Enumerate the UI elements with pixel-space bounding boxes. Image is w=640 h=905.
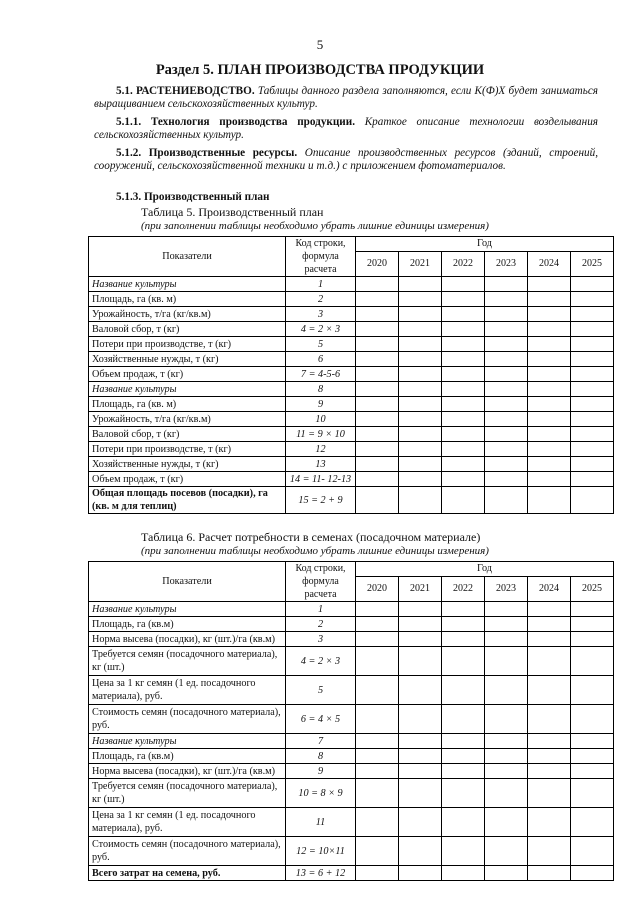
value-cell[interactable] (485, 367, 528, 382)
value-cell[interactable] (356, 808, 399, 837)
seed-requirement-table (88, 561, 614, 881)
indicator-cell: Всего затрат на семена, руб. (89, 866, 286, 881)
value-cell[interactable] (571, 412, 614, 427)
value-cell[interactable] (528, 277, 571, 292)
code-cell: 13 (286, 457, 356, 472)
value-cell[interactable] (356, 866, 399, 881)
value-cell[interactable] (528, 705, 571, 734)
value-cell[interactable] (442, 837, 485, 866)
value-cell[interactable] (399, 647, 442, 676)
value-cell[interactable] (528, 808, 571, 837)
value-cell[interactable] (485, 457, 528, 472)
table-row (89, 322, 614, 337)
year-cell: 2023 (485, 251, 528, 276)
indicator-cell: Площадь, га (кв. м) (89, 292, 286, 307)
value-cell[interactable] (356, 647, 399, 676)
indicator-cell: Название культуры (89, 734, 286, 749)
table-row (89, 397, 614, 412)
value-cell[interactable] (485, 617, 528, 632)
code-cell: 4 = 2 × 3 (286, 647, 356, 676)
value-cell[interactable] (485, 647, 528, 676)
value-cell[interactable] (571, 487, 614, 514)
table-6-note: (при заполнении таблицы необходимо убрать лишние единицы измерения) (141, 545, 489, 557)
table-row (89, 647, 614, 676)
value-cell[interactable] (399, 397, 442, 412)
value-cell[interactable] (528, 837, 571, 866)
value-cell[interactable] (571, 602, 614, 617)
value-cell[interactable] (442, 457, 485, 472)
value-cell[interactable] (442, 427, 485, 442)
table-row (89, 442, 614, 457)
value-cell[interactable] (485, 442, 528, 457)
code-cell: 7 = 4-5-6 (286, 367, 356, 382)
value-cell[interactable] (442, 734, 485, 749)
value-cell[interactable] (399, 427, 442, 442)
value-cell[interactable] (528, 602, 571, 617)
table-row (89, 837, 614, 866)
value-cell[interactable] (485, 322, 528, 337)
year-cell: 2024 (528, 576, 571, 601)
value-cell[interactable] (571, 779, 614, 808)
value-cell[interactable] (356, 472, 399, 487)
value-cell[interactable] (356, 352, 399, 367)
year-cell: 2021 (399, 251, 442, 276)
indicator-cell: Цена за 1 кг семян (1 ед. посадочного материала), руб. (89, 808, 286, 837)
code-cell: 8 (286, 749, 356, 764)
year-cell: 2024 (528, 251, 571, 276)
value-cell[interactable] (485, 602, 528, 617)
value-cell[interactable] (528, 322, 571, 337)
value-cell[interactable] (399, 705, 442, 734)
code-cell: 4 = 2 × 3 (286, 322, 356, 337)
indicator-cell: Площадь, га (кв.м) (89, 617, 286, 632)
value-cell[interactable] (442, 367, 485, 382)
value-cell[interactable] (442, 442, 485, 457)
value-cell[interactable] (356, 676, 399, 705)
year-cell: 2025 (571, 251, 614, 276)
year-header: Год (356, 562, 614, 577)
code-cell: 12 = 10×11 (286, 837, 356, 866)
value-cell[interactable] (485, 412, 528, 427)
value-cell[interactable] (356, 397, 399, 412)
table-row (89, 367, 614, 382)
table-5-body (89, 277, 614, 514)
value-cell[interactable] (399, 632, 442, 647)
value-cell[interactable] (399, 382, 442, 397)
value-cell[interactable] (356, 367, 399, 382)
value-cell[interactable] (571, 734, 614, 749)
value-cell[interactable] (571, 367, 614, 382)
value-cell[interactable] (356, 427, 399, 442)
value-cell[interactable] (442, 866, 485, 881)
value-cell[interactable] (571, 749, 614, 764)
table-row (89, 277, 614, 292)
section-5-1-text: Таблицы данного раздела заполняются, если К(Ф)Х будет заниматься выращиванием сельскохозяйственных культур. (94, 85, 598, 111)
value-cell[interactable] (528, 487, 571, 514)
value-cell[interactable] (485, 307, 528, 322)
value-cell[interactable] (528, 734, 571, 749)
table-row (89, 382, 614, 397)
year-cell: 2021 (399, 576, 442, 601)
value-cell[interactable] (442, 705, 485, 734)
value-cell[interactable] (442, 808, 485, 837)
value-cell[interactable] (399, 277, 442, 292)
code-cell: 5 (286, 337, 356, 352)
section-title: Раздел 5. ПЛАН ПРОИЗВОДСТВА ПРОДУКЦИИ (155, 62, 485, 78)
value-cell[interactable] (356, 734, 399, 749)
value-cell[interactable] (399, 734, 442, 749)
code-cell: 9 (286, 764, 356, 779)
value-cell[interactable] (399, 337, 442, 352)
code-cell: 5 (286, 676, 356, 705)
value-cell[interactable] (485, 837, 528, 866)
value-cell[interactable] (399, 837, 442, 866)
value-cell[interactable] (485, 632, 528, 647)
table-row (89, 749, 614, 764)
section-5-1-2-text: Описание производственных ресурсов (зданий, строений, сооружений, сельскохозяйственной техники и т.д.) с приложением фотоматериалов. (94, 147, 598, 173)
code-cell: 3 (286, 307, 356, 322)
value-cell[interactable] (399, 602, 442, 617)
code-cell: 15 = 2 + 9 (286, 487, 356, 514)
value-cell[interactable] (356, 602, 399, 617)
value-cell[interactable] (528, 617, 571, 632)
value-cell[interactable] (528, 382, 571, 397)
value-cell[interactable] (442, 779, 485, 808)
value-cell[interactable] (528, 412, 571, 427)
indicator-cell: Норма высева (посадки), кг (шт.)/га (кв.м) (89, 632, 286, 647)
value-cell[interactable] (485, 676, 528, 705)
value-cell[interactable] (399, 412, 442, 427)
code-cell: 11 (286, 808, 356, 837)
code-header: Код строки, формула расчета (286, 237, 356, 277)
value-cell[interactable] (399, 808, 442, 837)
table-row (89, 602, 614, 617)
indicators-header: Показатели (89, 237, 286, 277)
value-cell[interactable] (528, 367, 571, 382)
value-cell[interactable] (356, 779, 399, 808)
value-cell[interactable] (528, 779, 571, 808)
section-5-1-2-paragraph (94, 147, 598, 174)
value-cell[interactable] (356, 337, 399, 352)
value-cell[interactable] (442, 382, 485, 397)
code-cell: 12 (286, 442, 356, 457)
value-cell[interactable] (571, 866, 614, 881)
value-cell[interactable] (528, 307, 571, 322)
value-cell[interactable] (571, 352, 614, 367)
value-cell[interactable] (356, 632, 399, 647)
value-cell[interactable] (528, 292, 571, 307)
indicator-cell: Валовой сбор, т (кг) (89, 427, 286, 442)
section-5-1-3-heading: 5.1.3. Производственный план (116, 191, 270, 203)
section-5-1-heading: 5.1. РАСТЕНИЕВОДСТВО. (116, 85, 255, 97)
value-cell[interactable] (528, 676, 571, 705)
table-row (89, 617, 614, 632)
value-cell[interactable] (571, 617, 614, 632)
section-5-1-1-heading: 5.1.1. Технология производства продукции. (116, 116, 355, 128)
table-row (89, 307, 614, 322)
indicator-cell: Требуется семян (посадочного материала), кг (шт.) (89, 647, 286, 676)
table-row (89, 427, 614, 442)
value-cell[interactable] (356, 442, 399, 457)
value-cell[interactable] (571, 472, 614, 487)
value-cell[interactable] (356, 764, 399, 779)
value-cell[interactable] (442, 602, 485, 617)
indicator-cell: Норма высева (посадки), кг (шт.)/га (кв.м) (89, 764, 286, 779)
value-cell[interactable] (442, 487, 485, 514)
value-cell[interactable] (485, 487, 528, 514)
value-cell[interactable] (485, 808, 528, 837)
year-header: Год (356, 237, 614, 252)
indicator-cell: Урожайность, т/га (кг/кв.м) (89, 412, 286, 427)
code-header: Код строки, формула расчета (286, 562, 356, 602)
value-cell[interactable] (356, 322, 399, 337)
indicator-cell: Потери при производстве, т (кг) (89, 337, 286, 352)
table-5-caption: Таблица 5. Производственный план (141, 205, 324, 219)
section-5-1-2-heading: 5.1.2. Производственные ресурсы. (116, 147, 298, 159)
indicator-cell: Название культуры (89, 382, 286, 397)
value-cell[interactable] (442, 676, 485, 705)
indicator-cell: Потери при производстве, т (кг) (89, 442, 286, 457)
code-cell: 6 = 4 × 5 (286, 705, 356, 734)
table-row (89, 292, 614, 307)
indicator-cell: Название культуры (89, 277, 286, 292)
indicator-cell: Общая площадь посевов (посадки), га (кв. м для теплиц) (89, 487, 286, 514)
value-cell[interactable] (571, 382, 614, 397)
indicator-cell: Стоимость семян (посадочного материала), руб. (89, 705, 286, 734)
value-cell[interactable] (399, 749, 442, 764)
value-cell[interactable] (485, 337, 528, 352)
year-cell: 2022 (442, 576, 485, 601)
value-cell[interactable] (485, 277, 528, 292)
value-cell[interactable] (528, 866, 571, 881)
indicator-cell: Площадь, га (кв. м) (89, 397, 286, 412)
table-row (89, 412, 614, 427)
value-cell[interactable] (356, 749, 399, 764)
value-cell[interactable] (528, 337, 571, 352)
year-cell: 2025 (571, 576, 614, 601)
value-cell[interactable] (528, 352, 571, 367)
indicator-cell: Требуется семян (посадочного материала), кг (шт.) (89, 779, 286, 808)
value-cell[interactable] (571, 277, 614, 292)
code-cell: 1 (286, 602, 356, 617)
value-cell[interactable] (485, 382, 528, 397)
value-cell[interactable] (399, 457, 442, 472)
code-cell: 13 = 6 + 12 (286, 866, 356, 881)
code-cell: 14 = 11- 12-13 (286, 472, 356, 487)
table-row (89, 457, 614, 472)
table-row (89, 337, 614, 352)
value-cell[interactable] (356, 412, 399, 427)
section-5-1-1-paragraph (94, 116, 598, 143)
value-cell[interactable] (442, 397, 485, 412)
value-cell[interactable] (528, 632, 571, 647)
code-cell: 2 (286, 292, 356, 307)
code-cell: 10 = 8 × 9 (286, 779, 356, 808)
indicator-cell: Хозяйственные нужды, т (кг) (89, 352, 286, 367)
value-cell[interactable] (356, 277, 399, 292)
value-cell[interactable] (399, 367, 442, 382)
value-cell[interactable] (571, 457, 614, 472)
value-cell[interactable] (442, 322, 485, 337)
value-cell[interactable] (485, 472, 528, 487)
value-cell[interactable] (442, 292, 485, 307)
table-row (89, 472, 614, 487)
value-cell[interactable] (442, 764, 485, 779)
code-cell: 3 (286, 632, 356, 647)
value-cell[interactable] (485, 352, 528, 367)
value-cell[interactable] (356, 487, 399, 514)
value-cell[interactable] (485, 749, 528, 764)
value-cell[interactable] (571, 705, 614, 734)
value-cell[interactable] (442, 337, 485, 352)
indicator-cell: Площадь, га (кв.м) (89, 749, 286, 764)
code-cell: 9 (286, 397, 356, 412)
value-cell[interactable] (528, 457, 571, 472)
code-cell: 11 = 9 × 10 (286, 427, 356, 442)
value-cell[interactable] (571, 427, 614, 442)
value-cell[interactable] (571, 307, 614, 322)
value-cell[interactable] (485, 866, 528, 881)
value-cell[interactable] (356, 705, 399, 734)
value-cell[interactable] (442, 647, 485, 676)
indicator-cell: Объем продаж, т (кг) (89, 367, 286, 382)
value-cell[interactable] (399, 307, 442, 322)
value-cell[interactable] (571, 837, 614, 866)
production-plan-table (88, 236, 614, 514)
section-5-1-1-text: Краткое описание технологии возделывания сельскохозяйственных культур. (94, 116, 598, 142)
year-cell: 2022 (442, 251, 485, 276)
code-cell: 8 (286, 382, 356, 397)
table-row (89, 734, 614, 749)
value-cell[interactable] (399, 676, 442, 705)
value-cell[interactable] (528, 647, 571, 676)
code-cell: 2 (286, 617, 356, 632)
table-row (89, 705, 614, 734)
value-cell[interactable] (442, 749, 485, 764)
value-cell[interactable] (571, 632, 614, 647)
value-cell[interactable] (399, 322, 442, 337)
value-cell[interactable] (571, 292, 614, 307)
year-cell: 2020 (356, 576, 399, 601)
value-cell[interactable] (571, 337, 614, 352)
page-number: 5 (316, 37, 324, 52)
value-cell[interactable] (571, 764, 614, 779)
value-cell[interactable] (571, 397, 614, 412)
value-cell[interactable] (399, 352, 442, 367)
table-6-body (89, 602, 614, 881)
value-cell[interactable] (356, 292, 399, 307)
value-cell[interactable] (442, 277, 485, 292)
value-cell[interactable] (485, 705, 528, 734)
value-cell[interactable] (399, 779, 442, 808)
table-row (89, 632, 614, 647)
value-cell[interactable] (571, 808, 614, 837)
table-row (89, 764, 614, 779)
indicator-cell: Объем продаж, т (кг) (89, 472, 286, 487)
value-cell[interactable] (528, 764, 571, 779)
value-cell[interactable] (399, 764, 442, 779)
value-cell[interactable] (571, 442, 614, 457)
value-cell[interactable] (528, 472, 571, 487)
value-cell[interactable] (485, 397, 528, 412)
value-cell[interactable] (399, 472, 442, 487)
year-cell: 2023 (485, 576, 528, 601)
value-cell[interactable] (399, 442, 442, 457)
table-5-note: (при заполнении таблицы необходимо убрать лишние единицы измерения) (141, 220, 489, 232)
value-cell[interactable] (356, 617, 399, 632)
table-row (89, 487, 614, 514)
code-cell: 6 (286, 352, 356, 367)
code-cell: 10 (286, 412, 356, 427)
indicator-cell: Хозяйственные нужды, т (кг) (89, 457, 286, 472)
value-cell[interactable] (528, 442, 571, 457)
indicator-cell: Название культуры (89, 602, 286, 617)
value-cell[interactable] (356, 457, 399, 472)
value-cell[interactable] (442, 412, 485, 427)
value-cell[interactable] (399, 866, 442, 881)
indicator-cell: Валовой сбор, т (кг) (89, 322, 286, 337)
code-cell: 7 (286, 734, 356, 749)
table-row (89, 352, 614, 367)
value-cell[interactable] (399, 617, 442, 632)
value-cell[interactable] (442, 472, 485, 487)
indicator-cell: Цена за 1 кг семян (1 ед. посадочного материала), руб. (89, 676, 286, 705)
value-cell[interactable] (528, 427, 571, 442)
value-cell[interactable] (442, 617, 485, 632)
table-6-caption: Таблица 6. Расчет потребности в семенах (посадочном материале) (141, 530, 481, 544)
value-cell[interactable] (399, 292, 442, 307)
indicator-cell: Стоимость семян (посадочного материала), руб. (89, 837, 286, 866)
value-cell[interactable] (571, 647, 614, 676)
value-cell[interactable] (356, 382, 399, 397)
value-cell[interactable] (571, 676, 614, 705)
value-cell[interactable] (485, 764, 528, 779)
table-row (89, 866, 614, 881)
value-cell[interactable] (528, 397, 571, 412)
value-cell[interactable] (485, 292, 528, 307)
indicator-cell: Урожайность, т/га (кг/кв.м) (89, 307, 286, 322)
indicators-header: Показатели (89, 562, 286, 602)
value-cell[interactable] (442, 307, 485, 322)
section-5-1-paragraph (94, 85, 598, 112)
year-cell: 2020 (356, 251, 399, 276)
code-cell: 1 (286, 277, 356, 292)
value-cell[interactable] (485, 734, 528, 749)
value-cell[interactable] (571, 322, 614, 337)
value-cell[interactable] (528, 749, 571, 764)
table-row (89, 676, 614, 705)
value-cell[interactable] (356, 837, 399, 866)
table-row (89, 779, 614, 808)
value-cell[interactable] (356, 307, 399, 322)
value-cell[interactable] (399, 487, 442, 514)
value-cell[interactable] (485, 427, 528, 442)
value-cell[interactable] (485, 779, 528, 808)
value-cell[interactable] (442, 632, 485, 647)
table-row (89, 808, 614, 837)
value-cell[interactable] (442, 352, 485, 367)
